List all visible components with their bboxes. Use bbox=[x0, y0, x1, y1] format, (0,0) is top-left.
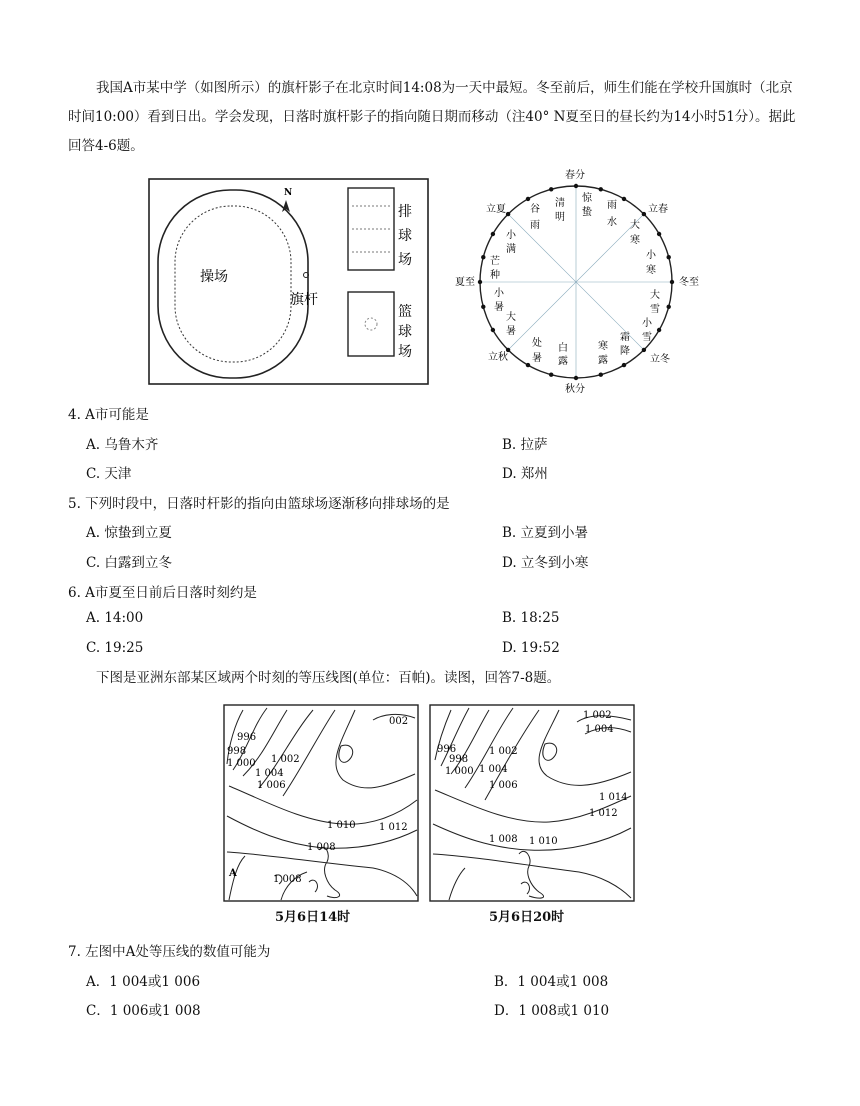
term-bai: 白 bbox=[558, 343, 568, 354]
term-mang: 芒 bbox=[490, 256, 500, 267]
q7-option-a[interactable]: A．1 004或1 006 bbox=[86, 974, 201, 990]
term-lichun: 立春 bbox=[648, 204, 668, 215]
term-xiao3: 小 bbox=[494, 288, 504, 299]
solar-term-circle bbox=[452, 168, 716, 398]
q4-option-b[interactable]: B. 拉萨 bbox=[502, 437, 548, 453]
term-xue1: 雪 bbox=[650, 304, 660, 315]
right-label-1014: 1 014 bbox=[599, 792, 628, 803]
term-shuang: 霜 bbox=[620, 332, 630, 343]
left-label-a: A bbox=[229, 868, 237, 879]
basketball-char-2: 球 bbox=[398, 324, 412, 340]
q6-option-b[interactable]: B. 18:25 bbox=[502, 610, 560, 626]
term-xiao1: 小 bbox=[506, 230, 516, 241]
term-zhong: 种 bbox=[490, 270, 500, 281]
volleyball-char-3: 场 bbox=[398, 252, 412, 268]
flagpole-label: 旗杆 bbox=[290, 292, 318, 308]
left-map-caption: 5月6日14时 bbox=[275, 910, 351, 925]
term-lidong: 立冬 bbox=[650, 354, 670, 365]
left-label-998: 998 bbox=[227, 746, 247, 757]
term-lu1: 露 bbox=[558, 356, 568, 367]
term-dongzhi: 冬至 bbox=[679, 277, 699, 288]
left-label-1006: 1 006 bbox=[257, 780, 286, 791]
left-label-1002: 1 002 bbox=[271, 754, 300, 765]
q7-option-c[interactable]: C．1 006或1 008 bbox=[86, 1003, 201, 1019]
term-xue2: 雪 bbox=[642, 332, 652, 343]
q5-stem: 5. 下列时段中，日落时杆影的指向由篮球场逐渐移向排球场的是 bbox=[68, 496, 450, 512]
term-shu1: 暑 bbox=[494, 302, 504, 313]
q7-stem: 7. 左图中A处等压线的数值可能为 bbox=[68, 944, 271, 960]
q5-option-c[interactable]: C. 白露到立冬 bbox=[86, 555, 172, 571]
right-label-1004: 1 004 bbox=[479, 764, 508, 775]
right-label-1010: 1 010 bbox=[529, 836, 558, 847]
term-jing: 惊 bbox=[582, 193, 592, 204]
playground-label: 操场 bbox=[200, 269, 228, 285]
term-zhe: 蛰 bbox=[582, 207, 592, 218]
intro2-paragraph bbox=[68, 664, 798, 693]
q6-option-a[interactable]: A. 14:00 bbox=[86, 610, 144, 626]
q5-option-d[interactable]: D. 立冬到小寒 bbox=[502, 555, 589, 571]
term-lu2: 露 bbox=[598, 355, 608, 366]
term-shu2: 暑 bbox=[506, 326, 516, 337]
term-liqiu: 立秋 bbox=[488, 352, 508, 363]
left-label-1008a: 1 008 bbox=[307, 842, 336, 853]
term-han1: 寒 bbox=[630, 235, 640, 246]
term-xiazhi: 夏至 bbox=[455, 277, 475, 288]
right-label-1002: 1 002 bbox=[489, 746, 518, 757]
right-label-1000: 1 000 bbox=[445, 766, 474, 777]
north-label: N bbox=[284, 188, 293, 198]
volleyball-char-1: 排 bbox=[398, 204, 412, 220]
right-label-1006: 1 006 bbox=[489, 780, 518, 791]
left-label-1012: 1 012 bbox=[379, 822, 408, 833]
q5-option-a[interactable]: A. 惊蛰到立夏 bbox=[86, 525, 172, 541]
basketball-char-1: 篮 bbox=[398, 304, 412, 320]
term-chu: 处 bbox=[532, 338, 542, 349]
right-label-1012: 1 012 bbox=[589, 808, 618, 819]
term-qing: 清 bbox=[555, 198, 565, 209]
q4-option-d[interactable]: D. 郑州 bbox=[502, 466, 548, 482]
left-label-1000: 1 000 bbox=[227, 758, 256, 769]
term-yu2: 雨 bbox=[607, 200, 617, 211]
basketball-char-3: 场 bbox=[398, 344, 412, 360]
term-han3: 寒 bbox=[598, 341, 608, 352]
term-man: 满 bbox=[506, 244, 516, 255]
q5-option-b[interactable]: B. 立夏到小暑 bbox=[502, 525, 589, 541]
term-ming: 明 bbox=[555, 212, 565, 223]
q4-stem: 4. A市可能是 bbox=[68, 407, 149, 423]
isobar-map-right bbox=[429, 704, 635, 925]
intro-text: 我国A市某中学（如图所示）的旗杆影子在北京时间14:08为一天中最短。冬至前后，师生们能在学校升国旗时（北京时间10:00）看到日出。学会发现，日落时旗杆影子的指向随日期而移动（注40° N夏至日的昼长约为14小时51分）。据此回答4-6题。 bbox=[68, 80, 796, 154]
q6-stem: 6. A市夏至日前后日落时刻约是 bbox=[68, 585, 257, 601]
right-label-1004b: 1 004 bbox=[585, 724, 614, 735]
right-label-996: 996 bbox=[437, 744, 457, 755]
campus-map bbox=[148, 178, 430, 390]
term-da3: 大 bbox=[650, 290, 660, 301]
q7-option-d[interactable]: D．1 008或1 010 bbox=[494, 1003, 610, 1019]
q4-option-c[interactable]: C. 天津 bbox=[86, 466, 132, 482]
left-label-1008b: 1 008 bbox=[273, 874, 302, 885]
term-shui: 水 bbox=[607, 217, 617, 228]
q4-option-a[interactable]: A. 乌鲁木齐 bbox=[86, 437, 159, 453]
right-label-1008: 1 008 bbox=[489, 834, 518, 845]
term-yu1: 雨 bbox=[530, 220, 540, 231]
term-jiang: 降 bbox=[620, 346, 630, 357]
term-da2: 大 bbox=[506, 312, 516, 323]
term-gu: 谷 bbox=[530, 204, 540, 215]
left-label-002: 002 bbox=[389, 716, 409, 727]
term-xiao4: 小 bbox=[642, 318, 652, 329]
left-label-1004: 1 004 bbox=[255, 768, 284, 779]
q7-option-b[interactable]: B．1 004或1 008 bbox=[494, 974, 609, 990]
right-label-998: 998 bbox=[449, 754, 469, 765]
q6-option-d[interactable]: D. 19:52 bbox=[502, 640, 560, 656]
term-shu3: 暑 bbox=[532, 353, 542, 364]
right-label-1002b: 1 002 bbox=[583, 710, 612, 721]
term-lixia: 立夏 bbox=[486, 204, 506, 215]
volleyball-char-2: 球 bbox=[398, 228, 412, 244]
intro-paragraph bbox=[68, 74, 798, 161]
term-han2: 寒 bbox=[646, 265, 656, 276]
intro2-text: 下图是亚洲东部某区域两个时刻的等压线图(单位：百帕)。读图，回答7-8题。 bbox=[96, 670, 561, 686]
right-map-caption: 5月6日20时 bbox=[489, 910, 565, 925]
q6-option-c[interactable]: C. 19:25 bbox=[86, 640, 144, 656]
left-label-996: 996 bbox=[237, 732, 257, 743]
term-da1: 大 bbox=[630, 220, 640, 231]
term-chunfen: 春分 bbox=[565, 170, 585, 181]
term-qiufen: 秋分 bbox=[565, 384, 585, 394]
circle-diagram bbox=[478, 184, 674, 380]
left-label-1010: 1 010 bbox=[327, 820, 356, 831]
isobar-map-left bbox=[223, 704, 419, 925]
term-xiao2: 小 bbox=[646, 250, 656, 261]
